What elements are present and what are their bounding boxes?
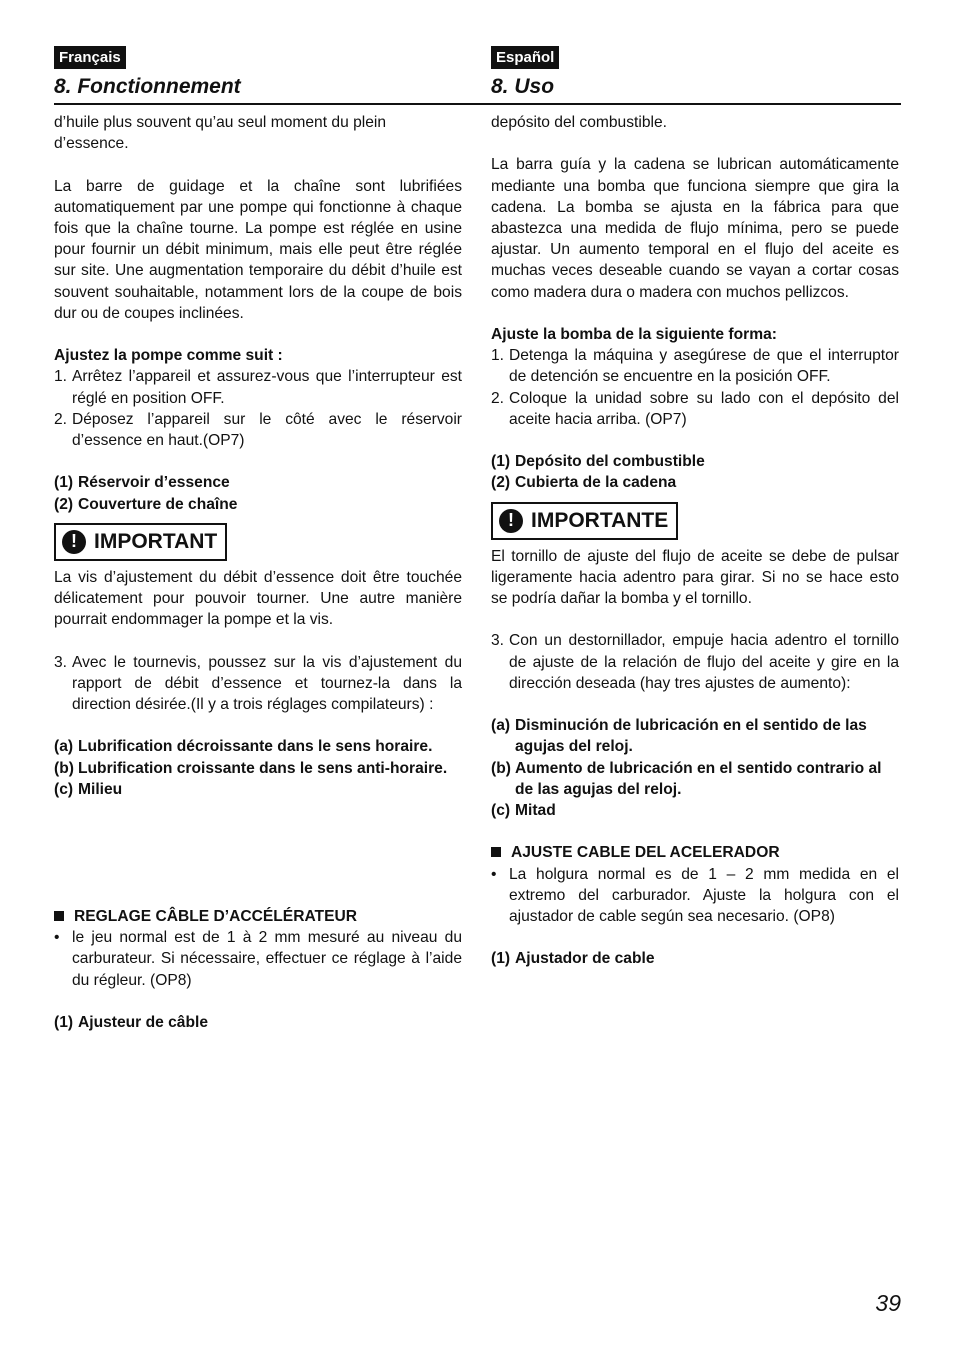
step-item: 3. Avec le tournevis, poussez sur la vis d’ajustement du rapport de débit d’essence et tournez-la dans la direction désirée.(Il y a trois réglages compilateurs) :	[54, 653, 462, 714]
setting-label: (b) Lubrification croissante dans le sens anti-horaire.	[54, 759, 448, 777]
spanish-column	[491, 112, 899, 970]
exclamation-icon: !	[499, 509, 523, 533]
setting-label: (c) Mitad	[491, 802, 556, 820]
setting-label: (c) Milieu	[54, 780, 123, 798]
step-item: 2. Coloque la unidad sobre su lado con el depósito del aceite hacia arriba. (OP7)	[491, 389, 899, 428]
part-label: (1) Réservoir d’essence	[54, 474, 230, 492]
language-tab-spanish: Español	[491, 46, 559, 69]
setting-label: (b) Aumento de lubricación en el sentido contrario al de las agujas del reloj.	[491, 759, 882, 798]
important-text: El tornillo de ajuste del flujo de aceite se debe de pulsar ligeramente hacia adentro para girar. Si no se hace esto se podría dañar la bomba y el tornillo.	[491, 547, 899, 608]
lubrication-paragraph: La barra guía y la cadena se lubrican automáticamente mediante una bomba que funciona siempre que gira la cadena. La bomba se ajusta en la fábrica para que abastezca una medida de flujo mínima, pero se puede ajustar. Un aumento temporal en el flujo del aceite es muchas veces deseable cuando se vayan a cortar cosas como madera dura o madera con muchos pellizcos.	[491, 156, 899, 301]
part-label: (2) Couverture de chaîne	[54, 495, 238, 513]
setting-label: (a) Lubrification décroissante dans le sens horaire.	[54, 738, 433, 756]
important-text: La vis d’ajustement du débit d’essence doit être touchée délicatement pour pouvoir tourner. Une autre manière pourrait endommager la pompe et la vis.	[54, 568, 462, 629]
bullet-dot-icon: •	[491, 865, 497, 883]
adjust-heading: Ajuste la bomba de la siguiente forma:	[491, 326, 777, 343]
step-item: 1. Arrêtez l’appareil et assurez-vous que l’interrupteur est réglé en position OFF.	[54, 368, 462, 407]
exclamation-icon: !	[62, 530, 86, 554]
part-label: (1) Ajusteur de câble	[54, 1013, 208, 1031]
section-title-spanish: 8. Uso	[491, 75, 555, 98]
part-label: (1) Ajustador de cable	[491, 950, 655, 968]
important-label: IMPORTANTE	[531, 509, 669, 532]
part-label: (1) Depósito del combustible	[491, 453, 705, 471]
step-item: 2. Déposez l’appareil sur le côté avec le réservoir d’essence en haut.(OP7)	[54, 410, 462, 450]
adjust-heading: Ajustez la pompe comme suit :	[54, 347, 283, 365]
page-number: 39	[875, 1290, 901, 1316]
cable-heading: AJUSTE CABLE DEL ACELERADOR	[491, 842, 899, 863]
language-tab-french: Français	[54, 46, 126, 69]
bullet-item: • La holgura normal es de 1 – 2 mm medida en el extremo del carburador. Ajuste la holgura con el ajustador de cable según sea necesario. (OP8)	[491, 864, 899, 928]
spanish-header	[491, 46, 899, 103]
square-bullet-icon	[54, 906, 74, 927]
important-box	[491, 502, 678, 540]
lubrication-paragraph: La barre de guidage et la chaîne sont lubrifiées automatiquement par une pompe qui fonctionne à chaque fois que la chaîne tourne. La pompe est réglée en usine pour fournir un débit minimum, mais elle peut être réglée sur site. Une augmentation temporaire du débit d’huile est souvent souhaitable, notamment lors de la coupe de bois dur ou de coupes inclinées.	[54, 177, 462, 322]
header-rule	[54, 103, 901, 105]
important-box	[54, 523, 227, 561]
important-label: IMPORTANT	[94, 530, 218, 554]
intro-text: depósito del combustible.	[491, 114, 667, 131]
french-column	[54, 112, 462, 1033]
bullet-item: • le jeu normal est de 1 à 2 mm mesuré au niveau du carburateur. Si nécessaire, effectuer ce réglage à l’aide du régleur. (OP8)	[54, 927, 462, 991]
bullet-dot-icon: •	[54, 929, 60, 947]
section-title-french: 8. Fonctionnement	[54, 75, 241, 98]
step-item: 3. Con un destornillador, empuje hacia adentro el tornillo de ajuste de la relación de flujo del aceite y gire en la dirección deseada (hay tres ajustes de aumento):	[491, 632, 899, 692]
part-label: (2) Cubierta de la cadena	[491, 474, 677, 492]
step-item: 1. Detenga la máquina y asegúrese de que el interruptor de detención se encuentre en la posición OFF.	[491, 347, 899, 386]
intro-text: d’huile plus souvent qu’au seul moment du plein d’essence.	[54, 114, 387, 153]
square-bullet-icon	[491, 842, 511, 863]
cable-heading: REGLAGE CÂBLE D’ACCÉLÉRATEUR	[54, 906, 462, 927]
french-header	[54, 46, 462, 103]
setting-label: (a) Disminución de lubricación en el sentido de las agujas del reloj.	[491, 717, 867, 756]
